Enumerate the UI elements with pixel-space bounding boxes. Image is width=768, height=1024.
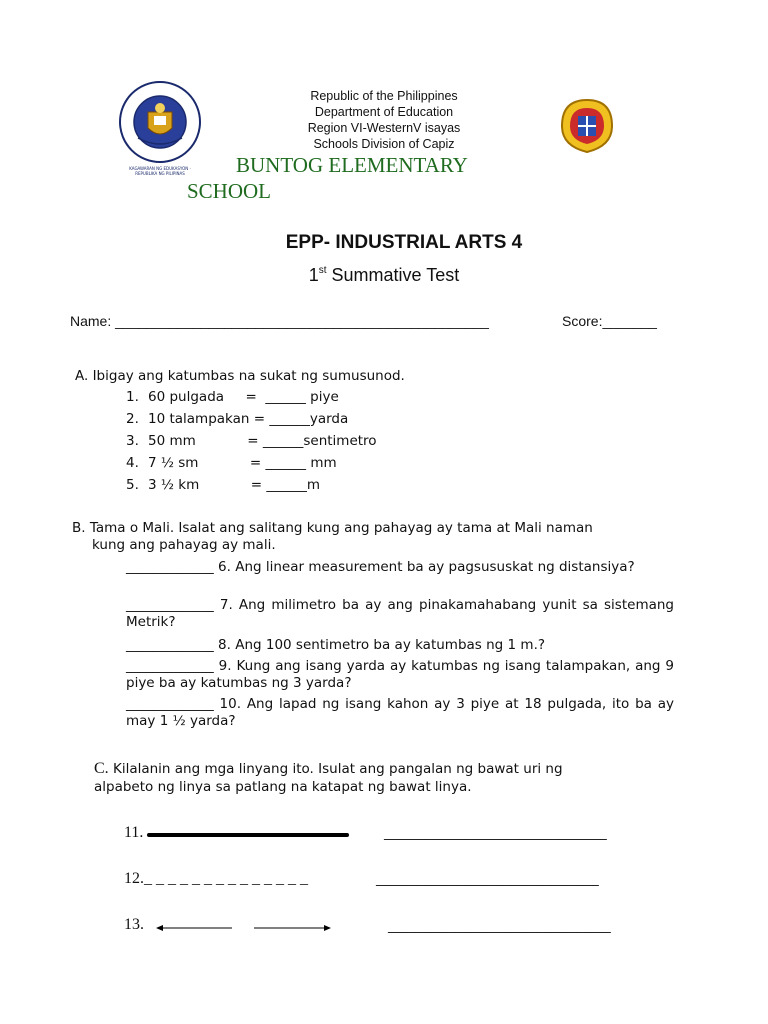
section-b-instruction-1: B. Tama o Mali. Isalat ang salitang kung ang pahayag ay tama at Mali naman <box>72 520 593 536</box>
section-c-instruction-2: alpabeto ng linya sa patlang na katapat ng bawat linya. <box>94 779 472 795</box>
header-division: Schools Division of Capiz <box>313 137 455 151</box>
item-number: 5. <box>126 477 139 493</box>
answer-blank-13[interactable]: _________________________________ <box>388 918 611 934</box>
header-region: Region VI-WesternV isayas <box>307 121 461 135</box>
tf-item: _____________ 6. Ang linear measurement ba ay pagsususkat ng distansiya? <box>126 559 635 575</box>
score-field[interactable]: Score:_______ <box>562 313 657 329</box>
item-number: 11. <box>124 824 144 841</box>
arrow-line-sample <box>154 920 334 934</box>
answer-blank-12[interactable]: _________________________________ <box>376 871 599 887</box>
item-number: 1. <box>126 389 139 405</box>
subtitle-ordinal: st <box>318 265 327 276</box>
item-number-12: 12. <box>124 870 144 887</box>
school-name-line1: BUNTOG ELEMENTARY <box>236 153 468 177</box>
list-item <box>126 477 320 493</box>
item-number: 4. <box>126 455 139 471</box>
tf-item: _____________ 9. Kung ang isang yarda ay katumbas ng isang talampakan, ang 9 piye ba ay katumbas ng 3 yarda? <box>126 658 674 691</box>
test-title: EPP- INDUSTRIAL ARTS 4 <box>285 232 523 253</box>
tf-item: _____________ 10. Ang lapad ng isang kahon ay 3 piye at 18 pulgada, ito ba ay may 1 ½ yarda? <box>126 696 674 729</box>
item-number <box>124 870 308 888</box>
test-subtitle <box>0 265 768 286</box>
deped-seal-text: KAGAWARAN NG EDUKASYON · REPUBLIKA NG PILIPINAS <box>129 166 191 176</box>
item-number: 13. <box>124 916 144 933</box>
section-a-list <box>126 389 526 499</box>
dashed-line-sample: _ _ _ _ _ _ _ _ _ _ _ _ _ _ <box>144 870 308 887</box>
name-field[interactable]: Name: ________________________________________________ <box>70 313 489 329</box>
tf-item: _____________ 7. Ang milimetro ba ay ang pinakamahabang yunit sa sistemang Metrik? <box>126 597 674 630</box>
thick-line-sample <box>147 833 349 837</box>
item-text: 7 ½ sm = ______ mm <box>148 455 337 471</box>
item-text: 3 ½ km = ______m <box>148 477 320 493</box>
section-a-instruction: A. Ibigay ang katumbas na sukat ng sumusunod. <box>75 368 405 384</box>
item-number: 3. <box>126 433 139 449</box>
header-country: Republic of the Philippines <box>310 89 458 103</box>
item-number: 2. <box>126 411 139 427</box>
item-text: 10 talampakan = ______yarda <box>148 411 349 427</box>
school-name-line2: SCHOOL <box>187 179 272 203</box>
tf-item: _____________ 8. Ang 100 sentimetro ba ay katumbas ng 1 m.? <box>126 637 546 653</box>
list-item <box>126 389 339 405</box>
section-c-instruction-1 <box>94 760 694 778</box>
header-department: Department of Education <box>314 105 454 119</box>
answer-blank-11[interactable]: _________________________________ <box>384 825 607 841</box>
section-c-text: Kilalanin ang mga linyang ito. Isulat ang pangalan ng bawat uri ng <box>108 761 563 777</box>
section-c-letter: C. <box>94 760 109 777</box>
item-text: 50 mm = ______sentimetro <box>148 433 377 449</box>
item-text: 60 pulgada = ______ piye <box>148 389 339 405</box>
list-item <box>126 433 377 449</box>
subtitle-number: 1 <box>308 265 319 285</box>
subtitle-text: Summative Test <box>326 265 460 285</box>
list-item <box>126 411 348 427</box>
section-b-instruction-2: kung ang pahayag ay mali. <box>92 537 276 553</box>
list-item <box>126 455 337 471</box>
